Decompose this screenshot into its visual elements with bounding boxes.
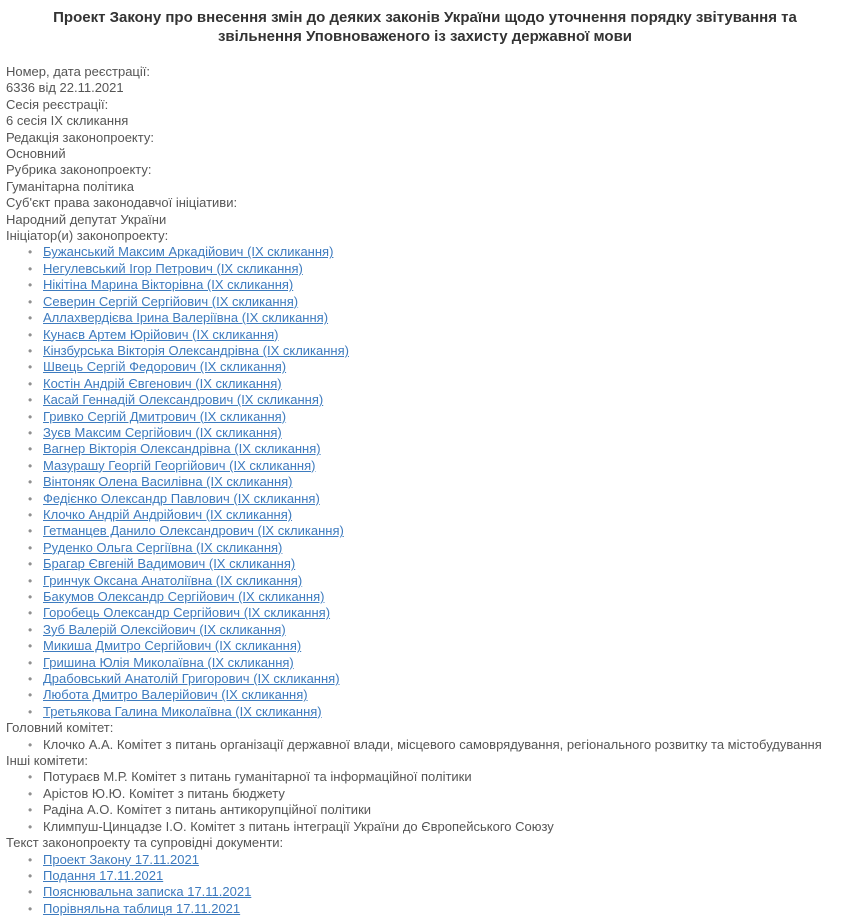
list-item <box>28 507 844 523</box>
list-item <box>28 540 844 556</box>
meta-value-redaction: Основний <box>6 146 66 162</box>
list-item <box>28 458 844 474</box>
initiator-link[interactable]: Вагнер Вікторія Олександрівна (IX скликання) <box>43 441 321 457</box>
list-item <box>28 343 844 359</box>
bill-details <box>0 46 850 923</box>
list-item <box>28 589 844 605</box>
document-link[interactable]: Пояснювальна записка 17.11.2021 <box>43 884 252 900</box>
initiator-link[interactable]: Кунаєв Артем Юрійович (IX скликання) <box>43 326 279 342</box>
documents-label: Текст законопроекту та супровідні документи: <box>6 835 284 851</box>
initiator-link[interactable]: Нікітіна Марина Вікторівна (IX скликання) <box>43 277 294 293</box>
list-item <box>28 310 844 326</box>
list-item <box>28 491 844 507</box>
documents-list <box>6 852 844 918</box>
list-item <box>28 327 844 343</box>
initiator-link[interactable]: Гришина Юлія Миколаївна (IX скликання) <box>43 654 294 670</box>
main-committee-label: Головний комітет: <box>6 720 114 736</box>
page-title: Проект Закону про внесення змін до деяких законів України щодо уточнення порядку звітування та звільнення Уповноваженого із захисту державної мови <box>53 9 797 45</box>
initiator-link[interactable]: Руденко Ольга Сергіївна (IX скликання) <box>43 539 283 555</box>
committee-item: • Клочко А.А. Комітет з питань організації державної влади, місцевого самоврядування, регіонального розвитку та містобудування <box>28 737 844 753</box>
list-item <box>28 409 844 425</box>
initiator-link[interactable]: Горобець Олександр Сергійович (IX скликання) <box>43 605 331 621</box>
committee-item: • Радіна А.О. Комітет з питань антикорупційної політики <box>28 802 844 818</box>
initiator-link[interactable]: Драбовський Анатолій Григорович (IX скликання) <box>43 671 340 687</box>
list-item <box>28 655 844 671</box>
initiator-link[interactable]: Кінзбурська Вікторія Олександрівна (IX скликання) <box>43 342 349 358</box>
initiator-link[interactable]: Негулевський Ігор Петрович (IX скликання) <box>43 260 303 276</box>
list-item <box>28 359 844 375</box>
main-committee-list <box>6 737 844 753</box>
list-item <box>28 884 844 900</box>
initiators-label: Ініціатор(и) законопроекту: <box>6 228 169 244</box>
initiator-link[interactable]: Гетманцев Данило Олександрович (IX скликання) <box>43 523 344 539</box>
list-item <box>28 671 844 687</box>
list-item <box>28 392 844 408</box>
meta-value-session: 6 сесія IX скликання <box>6 113 129 129</box>
list-item <box>28 523 844 539</box>
initiator-link[interactable]: Гринчук Оксана Анатоліївна (IX скликання) <box>43 572 303 588</box>
list-item <box>28 868 844 884</box>
initiator-link[interactable]: Зуб Валерій Олексійович (IX скликання) <box>43 621 286 637</box>
initiator-link[interactable]: Федієнко Олександр Павлович (IX скликання) <box>43 490 320 506</box>
list-item <box>28 244 844 260</box>
initiator-link[interactable]: Третьякова Галина Миколаївна (IX скликання) <box>43 703 322 719</box>
document-link[interactable]: Подання 17.11.2021 <box>43 867 164 883</box>
list-item <box>28 474 844 490</box>
meta-label-redaction: Редакція законопроекту: <box>6 129 154 145</box>
initiator-link[interactable]: Микиша Дмитро Сергійович (IX скликання) <box>43 638 302 654</box>
meta-value-subject: Народний депутат України <box>6 211 167 227</box>
initiator-link[interactable]: Зуєв Максим Сергійович (IX скликання) <box>43 424 282 440</box>
initiator-link[interactable]: Аллахвердієва Ірина Валеріївна (IX скликання) <box>43 310 329 326</box>
list-item <box>28 605 844 621</box>
committee-item: • Климпуш-Цинцадзе І.О. Комітет з питань інтеграції України до Європейського Союзу <box>28 819 844 835</box>
list-item <box>28 556 844 572</box>
list-item <box>28 261 844 277</box>
list-item <box>28 687 844 703</box>
list-item <box>28 277 844 293</box>
other-committees-label: Інші комітети: <box>6 753 89 769</box>
document-link[interactable]: Проект Закону 17.11.2021 <box>43 851 199 867</box>
initiator-link[interactable]: Швець Сергій Федорович (IX скликання) <box>43 359 287 375</box>
committee-item: • Потураєв М.Р. Комітет з питань гуманітарної та інформаційної політики <box>28 769 844 785</box>
list-item <box>28 441 844 457</box>
document-link[interactable]: Порівняльна таблиця 17.11.2021 <box>43 900 241 916</box>
initiator-link[interactable]: Костін Андрій Євгенович (IX скликання) <box>43 375 282 391</box>
initiator-link[interactable]: Гривко Сергій Дмитрович (IX скликання) <box>43 408 287 424</box>
initiator-link[interactable]: Брагар Євгеній Вадимович (IX скликання) <box>43 556 296 572</box>
list-item <box>28 425 844 441</box>
initiator-link[interactable]: Северин Сергій Сергійович (IX скликання) <box>43 293 299 309</box>
initiator-link[interactable]: Бужанський Максим Аркадійович (IX скликання) <box>43 244 334 260</box>
list-item <box>28 638 844 654</box>
meta-label-session: Сесія реєстрації: <box>6 96 109 112</box>
list-item <box>28 622 844 638</box>
meta-label-number: Номер, дата реєстрації: <box>6 64 150 79</box>
meta-label-rubric: Рубрика законопроекту: <box>6 162 152 178</box>
list-item <box>28 704 844 720</box>
initiator-link[interactable]: Бакумов Олександр Сергійович (IX скликання) <box>43 589 325 604</box>
initiator-link[interactable]: Вінтоняк Олена Василівна (IX скликання) <box>43 474 293 490</box>
list-item <box>28 294 844 310</box>
committee-item: • Арістов Ю.Ю. Комітет з питань бюджету <box>28 786 844 802</box>
initiators-list <box>6 244 844 720</box>
initiator-link[interactable]: Клочко Андрій Андрійович (IX скликання) <box>43 506 293 522</box>
meta-value-rubric: Гуманітарна політика <box>6 178 134 194</box>
initiator-link[interactable]: Мазурашу Георгій Георгійович (IX скликання) <box>43 457 316 473</box>
meta-label-subject: Суб'єкт права законодавчої ініціативи: <box>6 195 238 211</box>
meta-value-number: 6336 від 22.11.2021 <box>6 80 124 96</box>
list-item <box>28 901 844 917</box>
list-item <box>28 376 844 392</box>
list-item <box>28 852 844 868</box>
list-item <box>28 573 844 589</box>
initiator-link[interactable]: Любота Дмитро Валерійович (IX скликання) <box>43 687 308 703</box>
other-committees-list <box>6 769 844 835</box>
initiator-link[interactable]: Касай Геннадій Олександрович (IX скликання) <box>43 392 324 408</box>
